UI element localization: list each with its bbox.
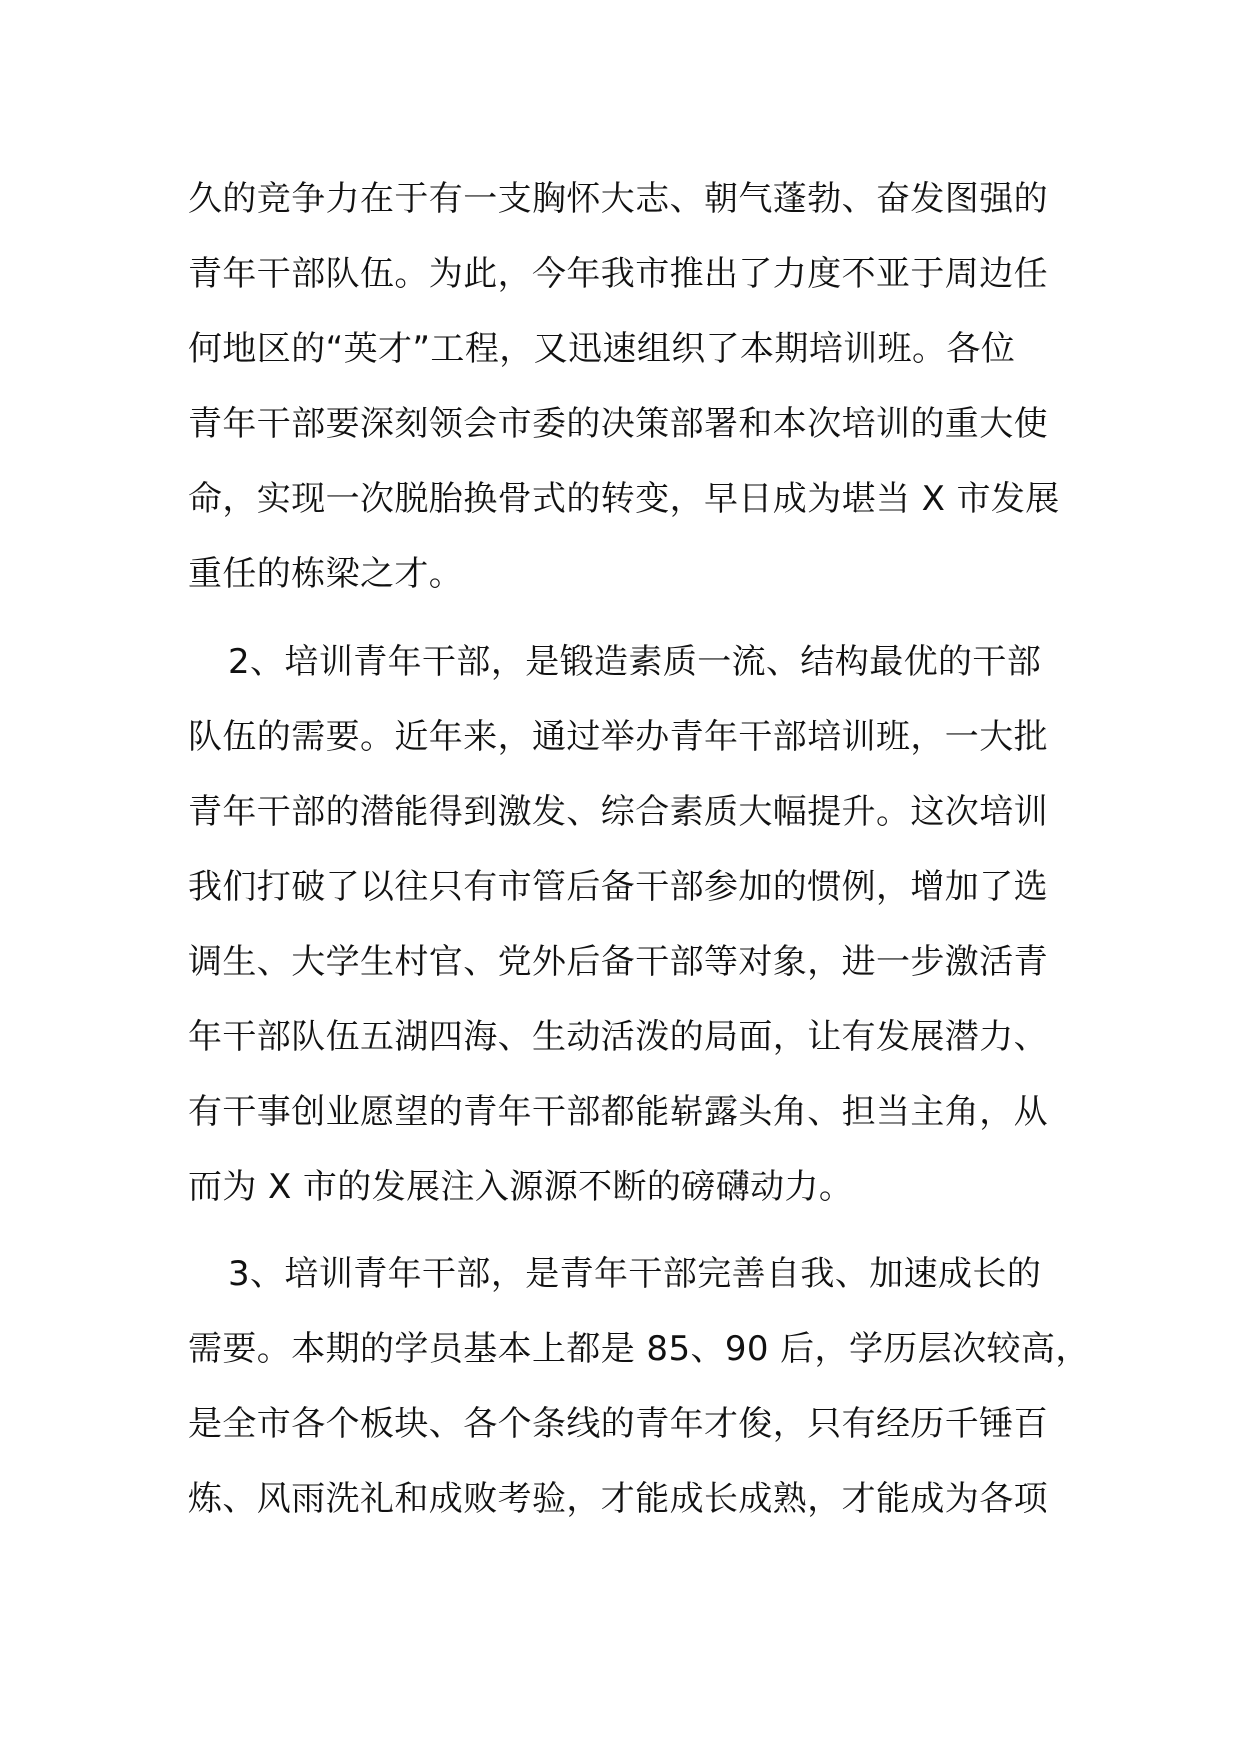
text-line: 而为 X 市的发展注入源源不断的磅礴动力。 xyxy=(188,1167,854,1207)
text-line: 青年干部要深刻领会市委的决策部署和本次培训的重大使 xyxy=(188,404,1048,444)
text-line: 队伍的需要。近年来，通过举办青年干部培训班，一大批 xyxy=(188,717,1048,757)
paragraph-1 xyxy=(188,162,1060,612)
text-line: 炼、风雨洗礼和成败考验，才能成长成熟，才能成为各项 xyxy=(188,1479,1048,1519)
text-line: 需要。本期的学员基本上都是 85、90 后，学历层次较高， xyxy=(188,1329,1090,1369)
text-line: 我们打破了以往只有市管后备干部参加的惯例，增加了选 xyxy=(188,867,1048,907)
paragraph-2 xyxy=(188,625,1056,1225)
text-line: 3、培训青年干部，是青年干部完善自我、加速成长的 xyxy=(228,1254,1042,1294)
text-line: 有干事创业愿望的青年干部都能崭露头角、担当主角，从 xyxy=(188,1092,1048,1132)
text-line: 是全市各个板块、各个条线的青年才俊，只有经历千锤百 xyxy=(188,1404,1048,1444)
text-line: 青年干部队伍。为此，今年我市推出了力度不亚于周边任 xyxy=(188,254,1048,294)
text-line: 何地区的“英才”工程，又迅速组织了本期培训班。各位 xyxy=(188,329,1016,369)
text-line: 青年干部的潜能得到激发、综合素质大幅提升。这次培训 xyxy=(188,792,1048,832)
text-line: 命，实现一次脱胎换骨式的转变，早日成为堪当 X 市发展 xyxy=(188,479,1060,519)
text-line: 年干部队伍五湖四海、生动活泼的局面，让有发展潜力、 xyxy=(188,1017,1048,1057)
text-line: 重任的栋梁之才。 xyxy=(188,554,464,594)
paragraph-3 xyxy=(188,1237,1090,1537)
text-line: 久的竞争力在于有一支胸怀大志、朝气蓬勃、奋发图强的 xyxy=(188,179,1048,219)
text-line: 2、培训青年干部，是锻造素质一流、结构最优的干部 xyxy=(228,642,1042,682)
text-line: 调生、大学生村官、党外后备干部等对象，进一步激活青 xyxy=(188,942,1048,982)
